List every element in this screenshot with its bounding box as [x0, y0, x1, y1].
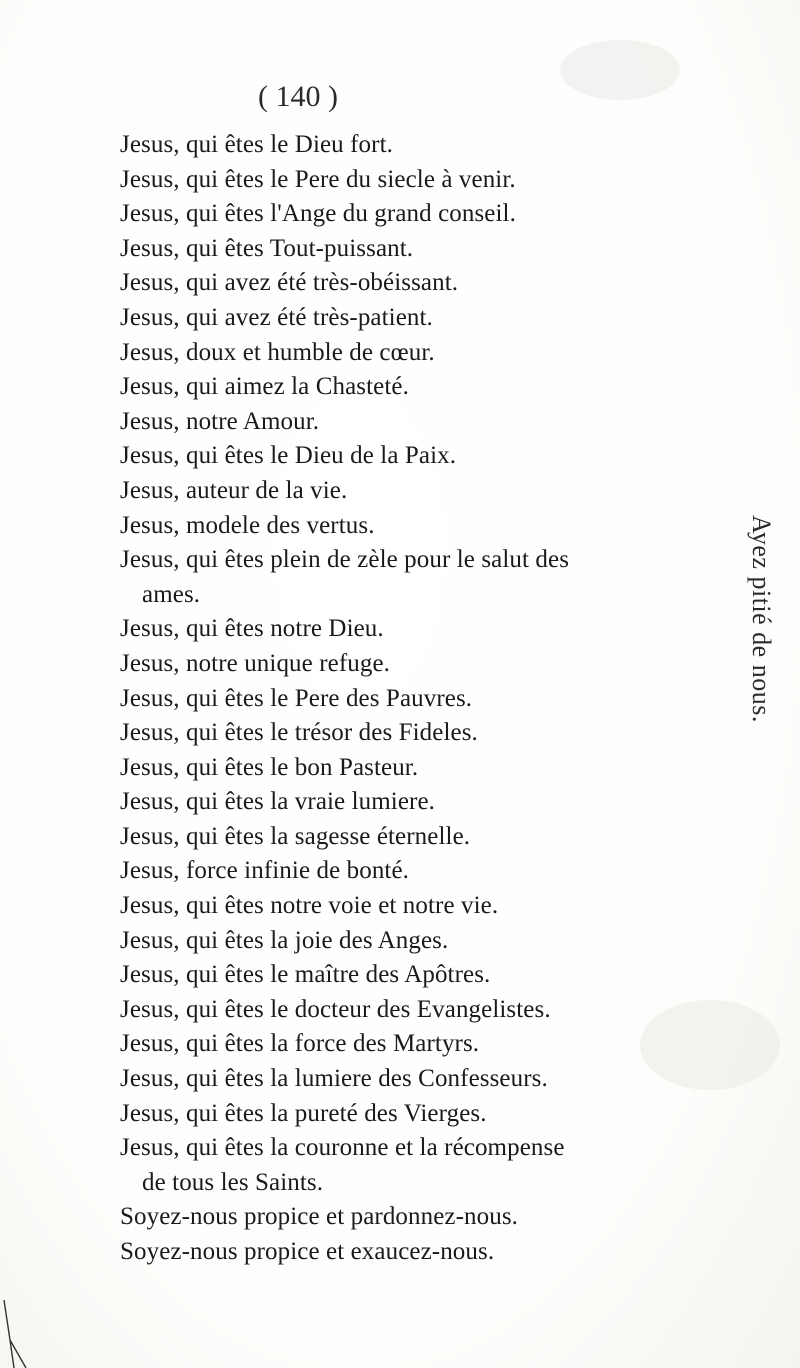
- litany-line: Jesus, qui êtes le Pere des Pauvres.: [120, 684, 473, 712]
- litany-line-continuation: ames.: [142, 580, 201, 608]
- litany-line: Jesus, qui êtes plein de zèle pour le salut des: [120, 546, 570, 574]
- litany-line: Jesus, qui êtes le Dieu fort.: [120, 131, 393, 158]
- litany-line: Jesus, qui êtes Tout-puissant.: [120, 234, 414, 262]
- litany-line: Jesus, qui êtes la joie des Anges.: [120, 926, 449, 954]
- litany-line: Jesus, qui avez été très-patient.: [120, 303, 433, 331]
- litany-line: Jesus, qui aimez la Chasteté.: [120, 373, 409, 401]
- litany-line: Jesus, qui êtes le trésor des Fideles.: [120, 719, 478, 747]
- litany-line: Jesus, qui êtes le maître des Apôtres.: [120, 961, 491, 989]
- page-corner-mark: [0, 1300, 30, 1368]
- litany-line: Jesus, qui êtes notre Dieu.: [120, 615, 384, 643]
- litany-line: Jesus, qui êtes la force des Martyrs.: [120, 1030, 480, 1058]
- litany-line: Jesus, qui avez été très-obéissant.: [120, 269, 459, 297]
- paper-stain: [560, 40, 680, 100]
- litany-line: Jesus, auteur de la vie.: [120, 476, 348, 504]
- litany-line: Jesus, qui êtes la vraie lumiere.: [120, 788, 436, 816]
- litany-line: Soyez-nous propice et exaucez-nous.: [120, 1238, 495, 1265]
- litany-line: Jesus, qui êtes la couronne et la récompense: [120, 1134, 565, 1162]
- litany-line: Jesus, qui êtes le docteur des Evangelistes.: [120, 995, 551, 1023]
- litany-line: Jesus, force infinie de bonté.: [120, 857, 410, 885]
- litany-line: Jesus, qui êtes le Dieu de la Paix.: [120, 442, 457, 470]
- litany-line: Jesus, qui êtes l'Ange du grand conseil.: [120, 200, 516, 228]
- litany-line: Soyez-nous propice et pardonnez-nous.: [120, 1203, 519, 1231]
- litany-line: Jesus, qui êtes le bon Pasteur.: [120, 753, 419, 781]
- litany-line: Jesus, qui êtes la lumiere des Confesseurs.: [120, 1065, 548, 1093]
- litany-line: Jesus, notre unique refuge.: [120, 649, 390, 677]
- litany-text: [120, 128, 720, 1270]
- litany-line: Jesus, doux et humble de cœur.: [120, 338, 435, 366]
- litany-line: Jesus, qui êtes notre voie et notre vie.: [120, 892, 499, 920]
- litany-line: Jesus, notre Amour.: [120, 407, 320, 435]
- page-number: ( 140 ): [258, 80, 338, 113]
- litany-line: Jesus, qui êtes la sagesse éternelle.: [120, 822, 471, 850]
- litany-line: Jesus, qui êtes le Pere du siecle à venir.: [120, 165, 516, 193]
- litany-line-continuation: de tous les Saints.: [142, 1168, 324, 1196]
- litany-line: Jesus, qui êtes la pureté des Vierges.: [120, 1099, 487, 1127]
- margin-response: Ayez pitié de nous.: [747, 515, 776, 723]
- litany-line: Jesus, modele des vertus.: [120, 511, 375, 539]
